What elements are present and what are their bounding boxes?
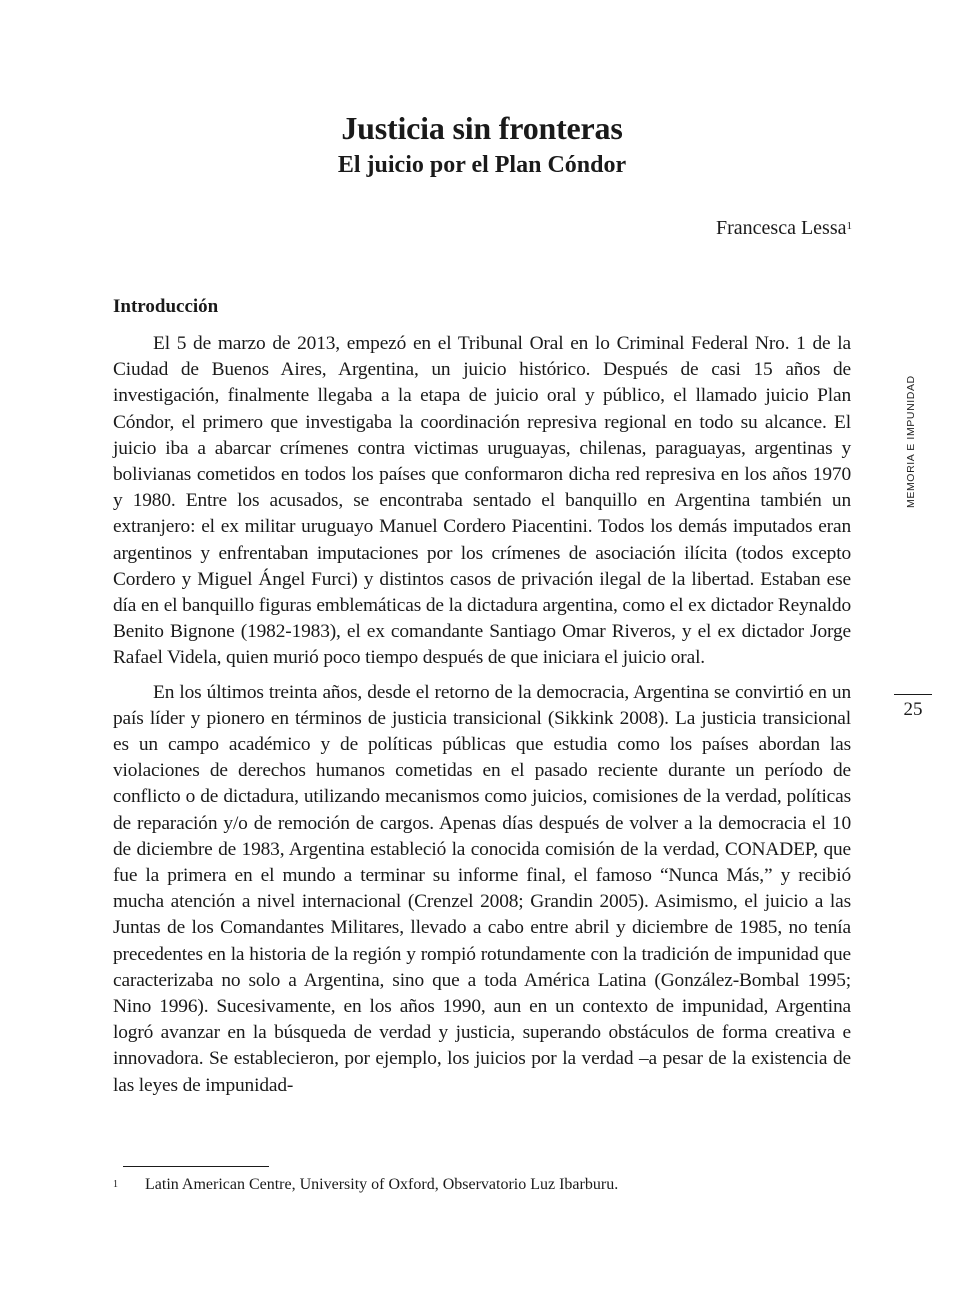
section-heading: Introducción [113,296,219,317]
footnote [113,1174,851,1196]
article-title: Justicia sin fronteras [341,110,623,146]
footnote-divider [123,1166,269,1167]
paragraph: El 5 de marzo de 2013, empezó en el Tribunal Oral en lo Criminal Federal Nro. 1 de la Ciudad de Buenos Aires, Argentina, un juicio histórico. Después de casi 15 años de investigación, finalmente llegaba a la etapa de juicio oral y público, el llamado juicio Plan Cóndor, el primero que investigaba la coordinación represiva regional en todo su alcance. El juicio iba a abarcar crímenes contra victimas uruguayas, chilenas, paraguayas, argentinas y bolivianas cometidos en todos los países que conformaron dicha red represiva en los años 1970 y 1980. Entre los acusados, se encontraba sentado el banquillo en Argentina también un extranjero: el ex militar uruguayo Manuel Cordero Piacentini. Todos los demás imputados eran argentinos y enfrentaban imputaciones por los crímenes de asociación ilícita (todos excepto Cordero y Miguel Ángel Furci) y distintos casos de privación ilegal de la libertad. Estaban ese día en el banquillo figuras emblemáticas de la dictadura argentina, como el ex dictador Reynaldo Benito Bignone (1982-1983), el ex comandante Santiago Omar Riveros, y el ex dictador Jorge Rafael Videla, quien murió poco tiempo después de que iniciara el juicio oral. [113,333,851,669]
paragraph: En los últimos treinta años, desde el retorno de la democracia, Argentina se convirtió en un país líder y pionero en términos de justicia transicional (Sikkink 2008). La justicia transicional es un campo académico y de políticas públicas que estudia como los países abordan las violaciones de derechos humanos cometidas en el pasado reciente durante un período de conflicto o de dictadura, utilizando mecanismos como juicios, comisiones de la verdad, políticas de reparación y/o de remoción de cargos. Apenas días después de volver a la democracia el 10 de diciembre de 1983, Argentina estableció la conocida comisión de la verdad, CONADEP, que fue la primera en el mundo a terminar su informe final, el famoso “Nunca Más,” y recibió mucha atención a nivel internacional (Crenzel 2008; Grandin 2005). Asimismo, el juicio a las Juntas de los Comandantes Militares, llevado a cabo entre abril y diciembre de 1985, no tenía precedentes en la historia de la región y rompió rotundamente con la tradición de impunidad que caracterizaba no solo a Argentina, sino que a toda América Latina (González-Bombal 1995; Nino 1996). Sucesivamente, en los años 1990, aun en un contexto de impunidad, Argentina logró avanzar en la búsqueda de verdad y justicia, superando obstáculos de forma creativa e innovadora. Se establecieron, por ejemplo, los juicios por la verdad –a pesar de la existencia de las leyes de impunidad- [113,681,851,1096]
page-number-rule [894,694,932,695]
running-header: MEMORIA E IMPUNIDAD [905,375,917,508]
author-line [716,214,852,242]
footnote-mark: 1 [113,1179,118,1190]
page-number: 25 [903,699,923,720]
body-text [113,331,851,1099]
author-name: Francesca Lessa [716,217,847,239]
article-subtitle: El juicio por el Plan Cóndor [337,152,627,178]
author-footnote-mark: 1 [846,220,852,232]
footnote-text: Latin American Centre, University of Oxford, Observatorio Luz Ibarburu. [145,1176,619,1193]
